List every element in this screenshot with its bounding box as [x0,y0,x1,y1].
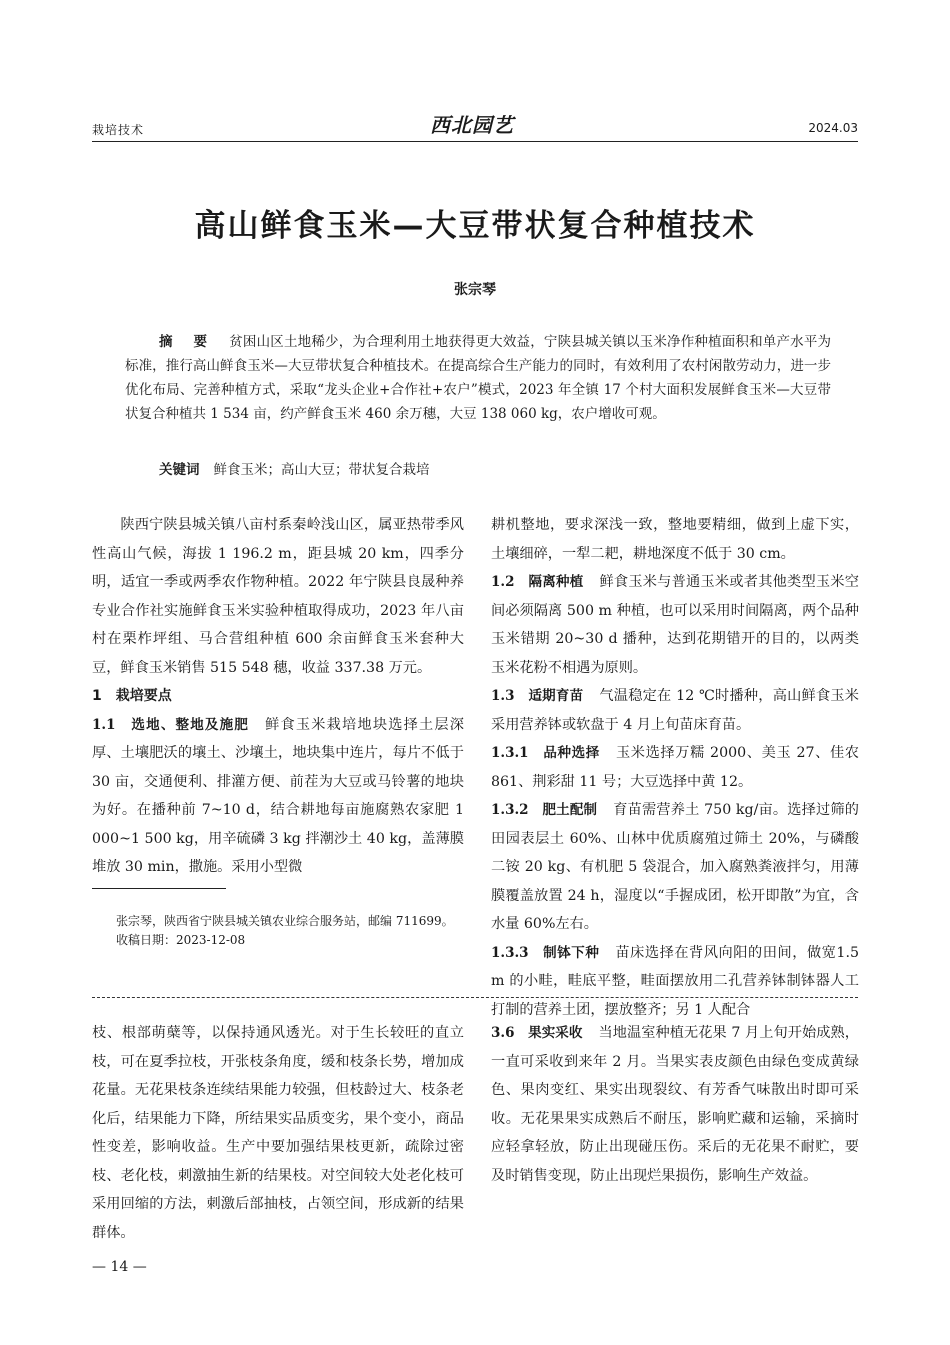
column-2 [491,511,859,1024]
subsection-1-3-2-label: 1.3.2 肥土配制 [491,802,598,818]
subsection-1-3-3-text: 苗床选择在背风向阳的田间，做宽1.5 m 的小畦，畦底平整，畦面摆放用二孔营养钵制钵器人工打制的营养土团，摆放整齐；另 1 人配合 [491,944,859,1018]
subsection-1-2-text: 鲜食玉米与普通玉米或者其他类型玉米空间必须隔离 500 m 种植，也可以采用时间隔离，两个品种玉米错期 20~30 d 播种，达到花期错开的目的，以两类玉米花粉不相遇为原则。 [491,574,859,676]
article-separator [92,997,858,998]
header-rule [92,141,858,142]
received-date: 收稿日期：2023-12-08 [116,933,246,947]
keywords-label: 关键词 [159,462,200,478]
abstract-label: 摘 要 [159,334,216,350]
abstract-text: 贫困山区土地稀少，为合理利用土地获得更大效益，宁陕县城关镇以玉米净作种植面积和单产水平为标准，推行高山鲜食玉米—大豆带状复合种植技术。在提高综合生产能力的同时，有效利用了农村闲散劳动力，进一步优化布局、完善种植方式，采取“龙头企业+合作社+农户”模式，2023 年全镇 17 个村大面积发展鲜食玉米—大豆带状复合种植共 1 534 亩，约产鲜食玉米 460 余万穗，大豆 138 060 kg，农户增收可观。 [125,334,832,422]
section-label: 栽培技术 [92,123,145,137]
footnote [92,912,464,950]
page-number: — 14 — [92,1259,147,1275]
column-3 [92,1019,464,1247]
journal-logo: 西北园艺 [430,113,514,137]
subsection-1-3-1-text: 玉米选择万糯 2000、美玉 27、佳农 861、荆彩甜 11 号；大豆选择中黄 12。 [491,745,859,790]
subsection-1-3-3-label: 1.3.3 制钵下种 [491,944,600,961]
issue-label: 2024.03 [808,121,858,135]
keywords-text: 鲜食玉米；高山大豆；带状复合栽培 [213,462,430,478]
continued-paragraph: 耕机整地，要求深浅一致，整地要精细，做到上虚下实，土壤细碎，一犁二耙，耕地深度不低于 30 cm。 [491,517,859,562]
column-1 [92,511,464,882]
subsection-1-3-2-text: 育苗需营养土 750 kg/亩。选择过筛的田园表层土 60%、山林中优质腐殖过筛土 20%，与磷酸二铵 20 kg、有机肥 5 袋混合，加入腐熟粪液拌匀，用薄膜覆盖放置 24 h，湿度以“手握成团，松开即散”为宜，含水量 60%左右。 [491,802,859,932]
subsection-3-6-text: 当地温室种植无花果 7 月上旬开始成熟，一直可采收到来年 2 月。当果实表皮颜色由绿色变成黄绿色、果肉变红、果实出现裂纹、有芳香气味散出时即可采收。无花果果实成熟后不耐压，影响贮藏和运输，采摘时应轻拿轻放，防止出现碰压伤。采后的无花果不耐贮，要及时销售变现，防止出现烂果损伤，影响生产效益。 [491,1025,859,1184]
subsection-1-3-text: 气温稳定在 12 ℃时播种，高山鲜食玉米采用营养钵或软盘于 4 月上旬苗床育苗。 [491,688,859,733]
fig-pruning-paragraph: 枝、根部萌蘖等，以保持通风透光。对于生长较旺的直立枝，可在夏季拉枝，开张枝条角度，缓和枝条长势，增加成花量。无花果枝条连续结果能力较强，但枝龄过大、枝条老化后，结果能力下降，所结果实品质变劣，果个变小，商品性变差，影响收益。生产中要加强结果枝更新，疏除过密枝、老化枝，刺激抽生新的结果枝。对空间较大处老化枝可采用回缩的方法，刺激后部抽枝，占领空间，形成新的结果群体。 [92,1025,464,1241]
subsection-1-3-label: 1.3 适期育苗 [491,688,584,704]
article-author: 张宗琴 [454,282,496,298]
subsection-1-2-label: 1.2 隔离种植 [491,574,584,590]
article-title: 高山鲜食玉米—大豆带状复合种植技术 [194,208,756,244]
section-heading-1: 1 栽培要点 [92,688,172,704]
abstract [125,330,831,426]
intro-paragraph: 陕西宁陕县城关镇八亩村系秦岭浅山区，属亚热带季风性高山气候，海拔 1 196.2 m，距县城 20 km，四季分明，适宜一季或两季农作物种植。2022 年宁陕县良晟种养专业合作社实施鲜食玉米实验种植取得成功，2023 年八亩村在栗柞坪组、马合营组种植 600 余亩鲜食玉米套种大豆，鲜食玉米销售 515 548 穗，收益 337.38 万元。 [92,517,464,676]
keywords [159,458,831,482]
subsection-1-3-1-label: 1.3.1 品种选择 [491,745,600,761]
subsection-1-1-text: 鲜食玉米栽培地块选择土层深厚、土壤肥沃的壤土、沙壤土，地块集中连片，每片不低于 30 亩，交通便利、排灌方便、前茬为大豆或马铃薯的地块为好。在播种前 7~10 d，结合耕地每亩施腐熟农家肥 1 000~1 500 kg，用辛硫磷 3 kg 拌潮沙土 40 kg，盖薄膜堆放 30 min，撒施。采用小型微 [92,716,464,875]
author-info: 张宗琴，陕西省宁陕县城关镇农业综合服务站，邮编 711699。 [116,914,454,928]
subsection-1-1-label: 1.1 选地、整地及施肥 [92,716,250,733]
subsection-3-6-label: 3.6 果实采收 [491,1025,583,1041]
column-4 [491,1019,859,1190]
footnote-rule [92,888,226,889]
